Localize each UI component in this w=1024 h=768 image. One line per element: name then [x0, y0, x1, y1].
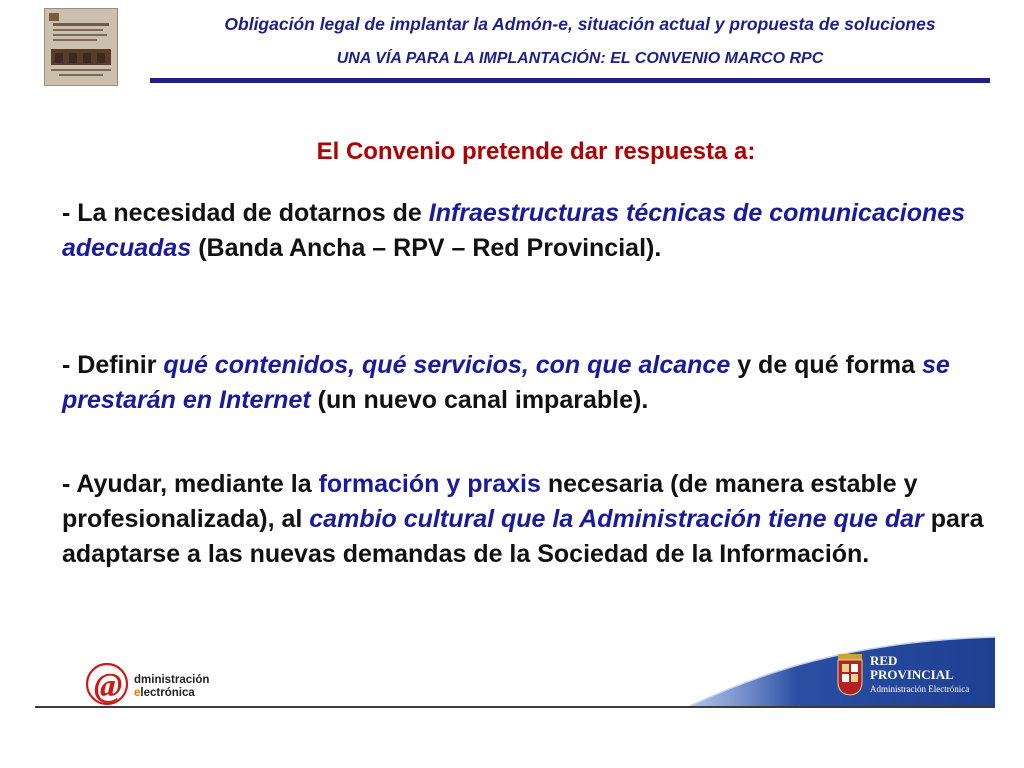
logo-line1: dministración: [134, 674, 210, 686]
p1-highlight: Infraestructuras técnicas de comunicaciones adecuadas: [62, 199, 966, 262]
p1-text-end: (Banda Ancha – RPV – Red Provincial).: [191, 234, 662, 262]
p3-highlight-2: cambio cultural que la Administración tiene que dar: [309, 505, 924, 533]
red-provincial-line1: RED: [870, 653, 898, 668]
bullet-formacion: [62, 467, 1017, 572]
p3-text-end: para adaptarse a las nuevas demandas de la Sociedad de la Información.: [62, 505, 984, 568]
p3-text: - Ayudar, mediante la: [62, 470, 319, 498]
red-provincial-logo: [870, 654, 969, 696]
footer-divider: [35, 706, 993, 708]
svg-text:@: @: [94, 667, 123, 704]
logo-line2-accent: e: [134, 687, 141, 699]
provincial-crest-icon: [836, 652, 864, 696]
p2-highlight-2: se prestarán en Internet: [62, 351, 950, 414]
red-provincial-line2: PROVINCIAL: [870, 667, 954, 682]
conference-cover-image: [44, 8, 118, 86]
bullet-contenidos: [62, 348, 1017, 418]
p2-text-mid: y de qué forma: [730, 351, 922, 379]
red-provincial-line3: Administración Electrónica: [870, 684, 970, 694]
p2-highlight-1: qué contenidos, qué servicios, con que alcance: [163, 351, 731, 379]
p2-text-end: (un nuevo canal imparable).: [310, 386, 649, 414]
logo-line2: lectrónica: [140, 687, 195, 699]
administracion-electronica-logo-text: [134, 674, 209, 700]
header-subtitle: UNA VÍA PARA LA IMPLANTACIÓN: EL CONVENIO MARCO RPC: [336, 50, 824, 67]
bullet-infraestructuras: [62, 196, 1017, 266]
p2-text: - Definir: [62, 351, 164, 379]
p1-text: - La necesidad de dotarnos de: [62, 199, 429, 227]
header-divider: [150, 78, 990, 83]
p3-text-mid: necesaria (de manera estable y profesionalizada), al: [62, 470, 918, 533]
p3-highlight-1: formación y praxis: [318, 470, 541, 498]
slide-title: El Convenio pretende dar respuesta a:: [316, 138, 756, 165]
header-title: Obligación legal de implantar la Admón-e, situación actual y propuesta de soluciones: [224, 14, 936, 34]
